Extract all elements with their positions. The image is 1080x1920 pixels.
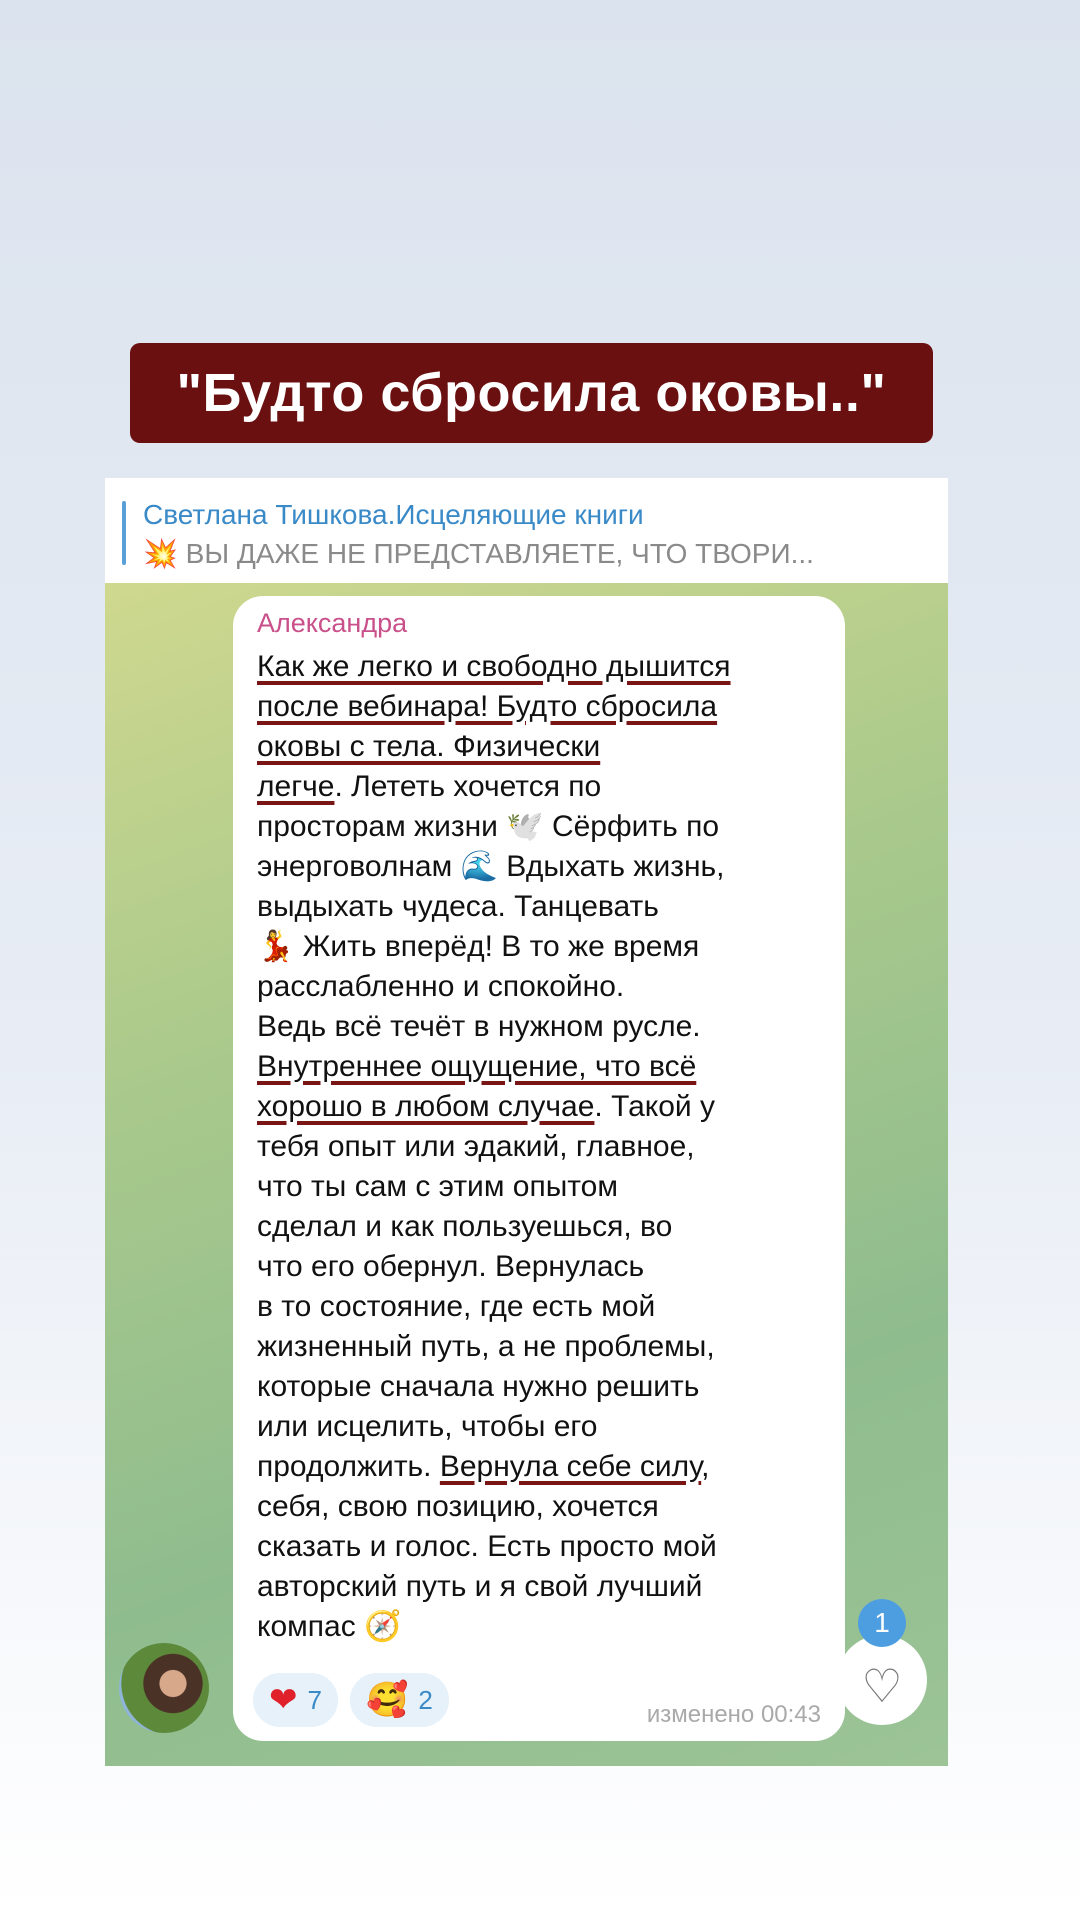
reaction-button[interactable] bbox=[350, 1673, 449, 1727]
text-segment: выдыхать чудеса. Танцевать bbox=[257, 890, 659, 923]
text-line bbox=[257, 887, 821, 927]
story-title: "Будто сбросила оковы.." bbox=[130, 343, 933, 443]
reaction-count: 7 bbox=[307, 1684, 322, 1715]
text-line bbox=[257, 1007, 821, 1047]
text-line bbox=[257, 1607, 821, 1647]
text-line bbox=[257, 727, 821, 767]
text-segment: . Лететь хочется по bbox=[334, 770, 602, 803]
text-line bbox=[257, 1287, 821, 1327]
like-button[interactable] bbox=[837, 1635, 927, 1725]
text-line bbox=[257, 967, 821, 1007]
text-segment: Ведь всё течёт в нужном русле. bbox=[257, 1010, 701, 1043]
text-segment: энерговолнам 🌊 Вдыхать жизнь, bbox=[257, 850, 725, 883]
text-line bbox=[257, 1567, 821, 1607]
message-author: Александра bbox=[257, 608, 408, 638]
text-segment: просторам жизни 🕊️ Сёрфить по bbox=[257, 810, 720, 843]
text-segment: себя, свою позицию, хочется bbox=[257, 1490, 659, 1523]
underlined-text: оковы с тела. Физически bbox=[257, 730, 601, 763]
reaction-count: 2 bbox=[418, 1684, 433, 1715]
collision-icon: 💥 bbox=[143, 538, 178, 569]
message-bubble[interactable] bbox=[233, 596, 845, 1741]
channel-name: Светлана Тишкова.Исцеляющие книги bbox=[143, 499, 644, 530]
text-segment: жизненный путь, а не проблемы, bbox=[257, 1330, 715, 1363]
text-line bbox=[257, 807, 821, 847]
like-badge: 1 bbox=[858, 1599, 906, 1647]
underlined-text: Как же легко и свободно дышится bbox=[257, 650, 731, 683]
text-segment: которые сначала нужно решить bbox=[257, 1370, 700, 1403]
text-line bbox=[257, 1527, 821, 1567]
text-segment: , bbox=[701, 1450, 710, 1483]
pinned-bar bbox=[122, 501, 126, 565]
preview-text: ВЫ ДАЖЕ НЕ ПРЕДСТАВЛЯЕТЕ, ЧТО ТВОРИ... bbox=[185, 538, 814, 569]
text-line bbox=[257, 767, 821, 807]
text-segment: сделал и как пользуешься, во bbox=[257, 1210, 673, 1243]
text-line bbox=[257, 647, 821, 687]
text-line bbox=[257, 847, 821, 887]
text-segment: что его обернул. Вернулась bbox=[257, 1250, 645, 1283]
text-line bbox=[257, 687, 821, 727]
message-time: изменено 00:43 bbox=[646, 1701, 821, 1728]
text-segment: 💃 Жить вперёд! В то же время bbox=[257, 930, 700, 963]
text-line bbox=[257, 1167, 821, 1207]
text-line bbox=[257, 1367, 821, 1407]
text-line bbox=[257, 1447, 821, 1487]
chat-area bbox=[105, 583, 948, 1766]
reactions bbox=[253, 1673, 449, 1727]
text-line bbox=[257, 1047, 821, 1087]
text-segment: что ты сам с этим опытом bbox=[257, 1170, 618, 1203]
text-line bbox=[257, 1127, 821, 1167]
text-line bbox=[257, 1087, 821, 1127]
text-segment: тебя опыт или эдакий, главное, bbox=[257, 1130, 695, 1163]
text-segment: авторский путь и я свой лучший bbox=[257, 1570, 703, 1603]
text-segment: расслабленно и спокойно. bbox=[257, 970, 625, 1003]
underlined-text: хорошо в любом случае bbox=[257, 1090, 595, 1123]
avatar[interactable] bbox=[119, 1643, 209, 1733]
text-line bbox=[257, 1247, 821, 1287]
text-segment: в то состояние, где есть мой bbox=[257, 1290, 656, 1323]
pinned-header[interactable] bbox=[105, 481, 948, 583]
underlined-text: легче bbox=[257, 770, 335, 803]
text-line bbox=[257, 1327, 821, 1367]
underlined-text: Внутреннее ощущение, что всё bbox=[257, 1050, 697, 1083]
text-segment: компас 🧭 bbox=[257, 1610, 402, 1643]
reaction-emoji-icon: ❤ bbox=[269, 1681, 298, 1719]
telegram-screenshot bbox=[105, 478, 948, 1766]
text-segment: или исцелить, чтобы его bbox=[257, 1410, 598, 1443]
text-segment: сказать и голос. Есть просто мой bbox=[257, 1530, 717, 1563]
text-segment: продолжить. bbox=[257, 1450, 440, 1483]
underlined-text: после вебинара! Будто сбросила bbox=[257, 690, 718, 723]
text-line bbox=[257, 1487, 821, 1527]
text-line bbox=[257, 1407, 821, 1447]
text-line bbox=[257, 1207, 821, 1247]
reaction-emoji-icon: 🥰 bbox=[365, 1681, 409, 1719]
text-line bbox=[257, 927, 821, 967]
message-text bbox=[257, 647, 821, 1647]
reaction-button[interactable] bbox=[253, 1673, 338, 1727]
pinned-preview bbox=[143, 537, 814, 570]
heart-icon: ♡ bbox=[861, 1660, 903, 1712]
underlined-text: Вернула себе силу bbox=[439, 1450, 702, 1483]
text-segment: . Такой у bbox=[594, 1090, 715, 1123]
